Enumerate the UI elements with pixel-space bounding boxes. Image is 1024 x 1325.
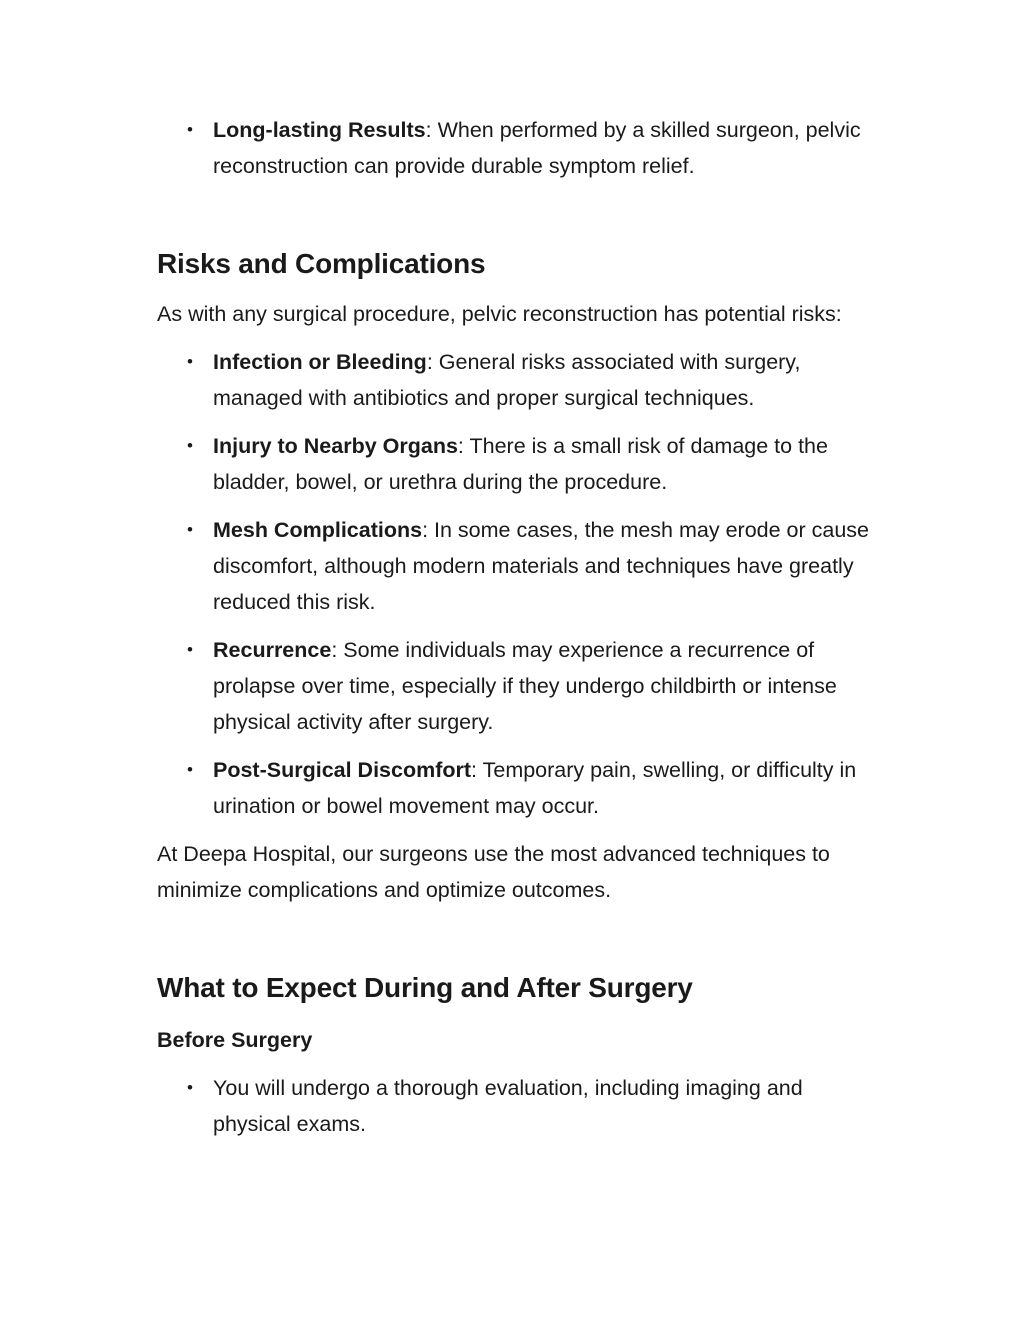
risks-intro-paragraph: As with any surgical procedure, pelvic reconstruction has potential risks:	[157, 302, 842, 326]
list-item-description: : Temporary pain, swelling, or difficulty in urination or bowel movement may occur.	[213, 758, 857, 818]
list-item	[157, 112, 877, 184]
list-item-description: : Some individuals may experience a recurrence of prolapse over time, especially if they undergo childbirth or intense physical activity after surgery.	[213, 638, 837, 734]
bullet-icon: •	[187, 352, 193, 371]
bullet-icon: •	[187, 120, 193, 139]
list-item-term: Infection or Bleeding	[213, 350, 427, 374]
list-item-description: : General risks associated with surgery, managed with antibiotics and proper surgical techniques.	[213, 350, 801, 410]
list-item	[157, 512, 877, 620]
list-item-term: Injury to Nearby Organs	[213, 434, 458, 458]
list-item	[157, 1070, 877, 1142]
document-page	[157, 112, 877, 1142]
list-item-text: You will undergo a thorough evaluation, including imaging and physical exams.	[213, 1076, 803, 1136]
list-item	[157, 632, 877, 740]
list-item	[157, 428, 877, 500]
expect-heading: What to Expect During and After Surgery	[157, 972, 693, 1003]
list-item-term: Recurrence	[213, 638, 332, 662]
before-surgery-subheading: Before Surgery	[157, 1028, 313, 1052]
list-item-term: Mesh Complications	[213, 518, 423, 542]
list-item-term: Long-lasting Results	[213, 118, 426, 142]
list-item-description: : There is a small risk of damage to the bladder, bowel, or urethra during the procedure.	[213, 434, 828, 494]
list-item	[157, 344, 877, 416]
risks-list	[157, 344, 877, 824]
bullet-icon: •	[187, 436, 193, 455]
list-item-description: : When performed by a skilled surgeon, pelvic reconstruction can provide durable symptom relief.	[213, 118, 861, 178]
list-item	[157, 752, 877, 824]
benefits-list-continued	[157, 112, 877, 184]
bullet-icon: •	[187, 640, 193, 659]
bullet-icon: •	[187, 520, 193, 539]
risks-heading: Risks and Complications	[157, 248, 486, 279]
bullet-icon: •	[187, 760, 193, 779]
before-surgery-list	[157, 1070, 877, 1142]
bullet-icon: •	[187, 1078, 193, 1097]
list-item-description: : In some cases, the mesh may erode or cause discomfort, although modern materials and techniques have greatly reduced this risk.	[213, 518, 869, 614]
risks-closing-paragraph: At Deepa Hospital, our surgeons use the most advanced techniques to minimize complications and optimize outcomes.	[157, 842, 830, 902]
list-item-term: Post-Surgical Discomfort	[213, 758, 472, 782]
